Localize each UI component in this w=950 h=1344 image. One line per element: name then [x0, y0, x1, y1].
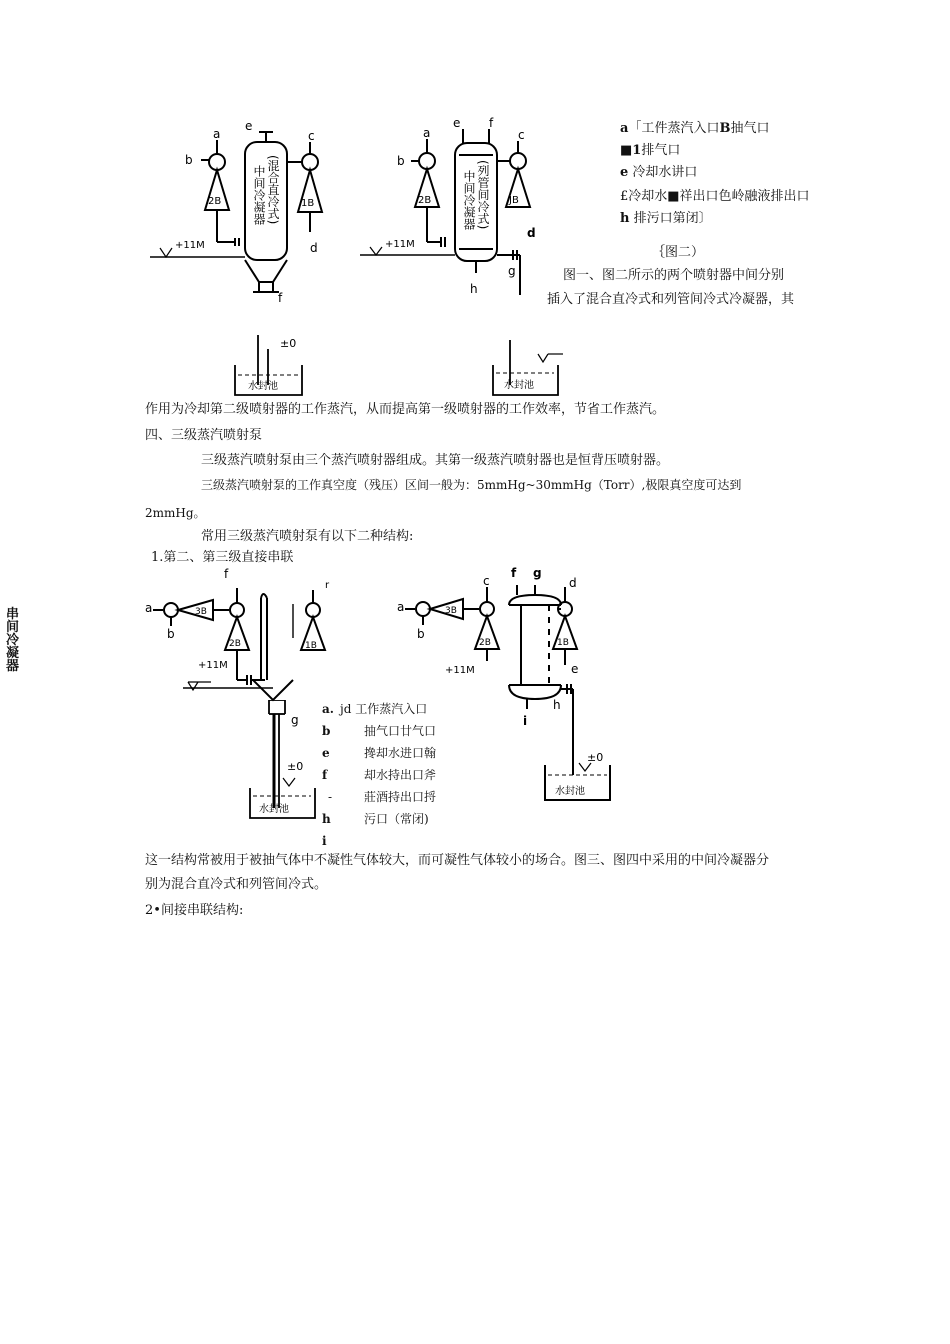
fig1-level-label: +11M	[175, 240, 205, 251]
fig1-vessel-text: 中间冷凝器	[252, 165, 266, 225]
fig2-legend-text-2: 排气口	[641, 143, 681, 158]
fig3-legend-text: jd 工作蒸汽入口	[340, 702, 428, 716]
fig3-legend-text: 抽气口廿气口	[364, 724, 437, 738]
fig4-ejector-3b: 3B	[445, 606, 457, 616]
fig2-legend-key-2: ■1	[620, 143, 642, 158]
fig2-caption: ｛图二）	[652, 245, 705, 260]
fig1-vessel-text2: (混合直冷式)	[266, 155, 280, 225]
fig1-label-c: c	[308, 129, 315, 143]
fig4-level-label: +11M	[445, 665, 475, 676]
figure-2-pool	[488, 340, 568, 400]
fig3-legend-key: e	[322, 746, 330, 760]
paragraph-intro-line-3: 作用为冷却第二级喷射器的工作蒸汽，从而提高第一级喷射器的工作效率，节省工作蒸汽。	[145, 402, 666, 417]
fig2-legend-line-3	[620, 164, 697, 182]
fig4-label-d: d	[569, 576, 577, 590]
paragraph-3stage-line-1: 三级蒸汽喷射泵由三个蒸汽喷射器组成。其第一级蒸汽喷射器也是恒背压喷射器。	[201, 453, 670, 468]
fig2-vessel-text2: (列管间冷式)	[476, 160, 490, 230]
fig2-legend-key-h: h	[620, 211, 630, 226]
fig4-ejector-2b: 2B	[479, 638, 491, 648]
fig3-legend-key: a.	[322, 702, 334, 716]
fig2-label-a: a	[423, 126, 431, 140]
fig3-legend-key: i	[322, 834, 327, 848]
fig3-label-r: r	[325, 580, 330, 591]
fig2-legend-line-5	[620, 210, 712, 228]
paragraph-usage-line-2: 别为混合直冷式和列管间冷式。	[145, 877, 328, 892]
fig4-label-c: c	[483, 574, 490, 588]
fig3-zero-label: ±0	[287, 760, 304, 773]
subheading-2: 2•间接串联结构:	[145, 903, 244, 918]
fig2-legend-key-b: B	[719, 121, 731, 136]
paragraph-structures: 常用三级蒸汽喷射泵有以下二种结构:	[201, 529, 414, 544]
fig2-legend-text-1: 「工件蒸汽入口	[628, 121, 720, 136]
fig2-legend-text-1b: 抽气口	[730, 121, 770, 136]
fig3-label-g: g	[291, 713, 299, 727]
fig4-label-i: i	[523, 714, 528, 728]
fig3-level-label: +11M	[198, 660, 228, 671]
fig4-zero-label: ±0	[587, 751, 604, 764]
fig4-pool-label: 水封池	[555, 786, 585, 797]
fig2-label-f: f	[489, 116, 494, 130]
fig3-legend-text: 污口（常闭)	[364, 812, 429, 826]
fig2-legend-key-e: e	[620, 165, 629, 180]
fig3-label-a: a	[145, 601, 153, 615]
fig2-label-d: d	[527, 226, 536, 240]
fig2-label-h: h	[470, 282, 478, 296]
figure-2-diagram	[355, 115, 555, 305]
fig3-legend-key: b	[322, 724, 331, 738]
figure-3-lower	[245, 700, 325, 825]
figure-3-diagram	[143, 568, 343, 718]
fig2-legend-line-4: £冷却水■祥出口色岭融液排出口	[620, 189, 810, 204]
fig2-level-label: +11M	[385, 239, 415, 250]
fig1-label-f: f	[278, 291, 283, 305]
fig3-pool-label: 水封池	[259, 804, 289, 815]
paragraph-3stage-line-2: 三级蒸汽喷射泵的工作真空度（残压）区间一般为：5mmHg~30mmHg（Torr）,极限真空度可达到	[201, 478, 742, 492]
figure-1-pool	[230, 335, 310, 400]
fig4-label-b: b	[417, 627, 425, 641]
fig1-label-e: e	[245, 120, 253, 133]
fig2-legend-line-2	[620, 142, 680, 160]
fig3-label-b: b	[167, 627, 175, 641]
fig2-pool-label: 水封池	[504, 380, 534, 391]
fig2-legend-text-3: 冷却水讲口	[632, 165, 698, 180]
fig2-label-b: b	[397, 154, 405, 168]
fig3-ejector-3b: 3B	[195, 607, 207, 617]
fig1-pool-label: 水封池	[248, 381, 278, 392]
fig2-label-e: e	[453, 116, 461, 130]
fig4-label-g: g	[533, 566, 542, 580]
paragraph-intro-line-1: 图一、图二所示的两个喷射器中间分别	[563, 268, 785, 283]
fig3-legend-key: -	[328, 790, 333, 804]
margin-note: 串间冷凝器	[6, 607, 20, 674]
fig1-ejector-2b: 2B	[208, 196, 222, 207]
fig4-ejector-1b: 1B	[557, 638, 569, 648]
fig2-legend-key-a: a	[620, 121, 629, 136]
section-heading-4: 四、三级蒸汽喷射泵	[145, 428, 263, 443]
fig3-label-f: f	[224, 568, 229, 581]
fig1-label-b: b	[185, 153, 193, 167]
paragraph-3stage-line-3: 2mmHg。	[145, 506, 206, 520]
fig4-label-e: e	[571, 662, 579, 676]
fig3-legend-text: 搀却水进口翰	[364, 746, 437, 760]
fig2-vessel-text: 中间冷凝器	[462, 170, 476, 230]
fig1-zero-label: ±0	[280, 337, 297, 350]
fig2-legend-line-1	[620, 120, 769, 138]
fig2-label-g: g	[508, 264, 516, 278]
fig3-ejector-2b: 2B	[229, 639, 241, 649]
fig3-legend-key: h	[322, 812, 331, 826]
fig4-label-a: a	[397, 600, 405, 614]
fig3-legend-key: f	[322, 768, 328, 782]
subheading-1: 1.第二、第三级直接串联	[151, 550, 294, 565]
fig3-legend-text: 莊酒持出口捋	[364, 790, 437, 804]
fig3-ejector-1b: 1B	[305, 641, 317, 651]
fig1-label-d: d	[310, 241, 318, 255]
fig4-label-h: h	[553, 698, 561, 712]
fig2-ejector-1b: JB	[509, 195, 519, 206]
fig3-legend-row	[322, 832, 452, 852]
fig2-label-c: c	[518, 128, 525, 142]
paragraph-intro-line-2: 插入了混合直冷式和列管间冷式冷凝器，其	[547, 292, 795, 307]
fig2-legend-text-5: 排污口第闭〕	[633, 211, 712, 226]
fig1-ejector-1b: 1B	[301, 198, 315, 209]
fig2-ejector-2b: 2B	[418, 195, 432, 206]
figure-1-diagram	[145, 120, 345, 310]
figure-4-diagram	[395, 565, 615, 815]
paragraph-usage-line-1: 这一结构常被用于被抽气体中不凝性气体较大，而可凝性气体较小的场合。图三、图四中采用的中间冷凝器分	[145, 853, 770, 868]
fig4-label-f: f	[511, 566, 517, 580]
fig3-legend-text: 却水持出口斧	[364, 768, 437, 782]
fig1-label-a: a	[213, 127, 221, 141]
